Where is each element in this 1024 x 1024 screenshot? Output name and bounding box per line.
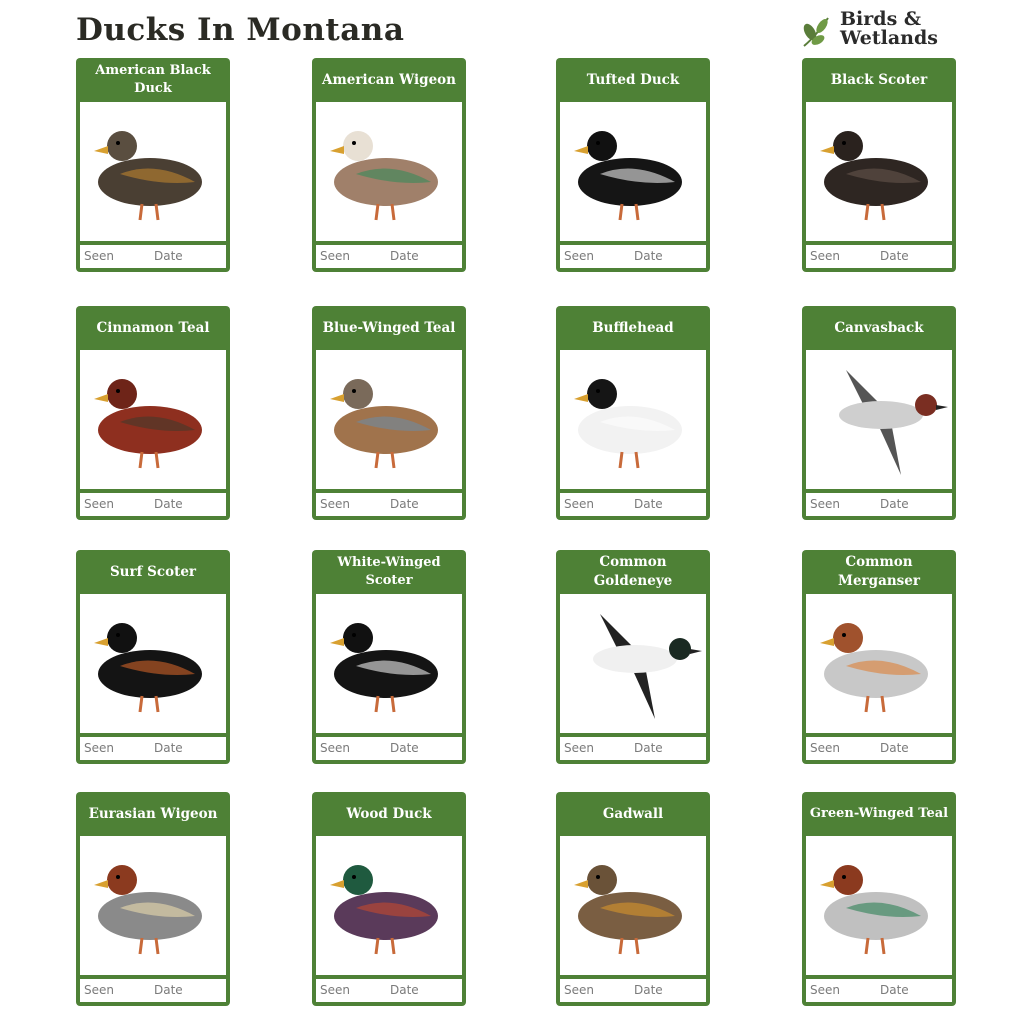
duck-card <box>312 306 466 520</box>
duck-name: Gadwall <box>602 805 664 822</box>
duck-photo <box>806 350 952 489</box>
page-title: Ducks In Montana <box>76 12 405 48</box>
duck-photo-frame <box>80 594 226 733</box>
duck-card <box>76 58 230 272</box>
duck-card <box>556 792 710 1006</box>
duck-name: Common Goldeneye <box>593 554 673 589</box>
duck-photo <box>80 594 226 733</box>
date-label: Date <box>880 741 909 755</box>
date-label: Date <box>154 249 183 263</box>
duck-photo <box>806 594 952 733</box>
date-label: Date <box>154 497 183 511</box>
duck-photo <box>80 102 226 241</box>
duck-card <box>802 550 956 764</box>
logo-line-2: Wetlands <box>840 27 938 49</box>
duck-name: American Black Duck <box>95 63 211 96</box>
seen-label: Seen <box>810 497 840 511</box>
duck-card <box>802 306 956 520</box>
card-footer <box>560 493 706 516</box>
card-footer <box>80 493 226 516</box>
duck-photo <box>560 836 706 975</box>
date-label: Date <box>390 983 419 997</box>
seen-label: Seen <box>564 249 594 263</box>
duck-card <box>312 550 466 764</box>
duck-name: Wood Duck <box>346 805 432 822</box>
seen-label: Seen <box>84 741 114 755</box>
duck-photo <box>80 350 226 489</box>
date-label: Date <box>634 497 663 511</box>
logo-line-1: Birds & <box>840 8 922 30</box>
seen-label: Seen <box>564 983 594 997</box>
date-label: Date <box>634 983 663 997</box>
card-footer <box>560 245 706 268</box>
duck-photo-frame <box>560 594 706 733</box>
date-label: Date <box>390 249 419 263</box>
duck-photo <box>316 102 462 241</box>
duck-card <box>556 58 710 272</box>
date-label: Date <box>154 741 183 755</box>
duck-card <box>802 58 956 272</box>
date-label: Date <box>880 249 909 263</box>
card-footer <box>560 979 706 1002</box>
duck-photo <box>560 594 706 733</box>
duck-photo-frame <box>80 350 226 489</box>
seen-label: Seen <box>320 497 350 511</box>
card-footer <box>80 737 226 760</box>
duck-photo-frame <box>806 836 952 975</box>
date-label: Date <box>880 497 909 511</box>
duck-photo <box>316 594 462 733</box>
duck-name: Bufflehead <box>592 319 674 336</box>
duck-photo-frame <box>316 102 462 241</box>
duck-name: Black Scoter <box>830 71 928 88</box>
seen-label: Seen <box>810 741 840 755</box>
card-footer <box>316 245 462 268</box>
duck-name: Green-Winged Teal <box>809 806 949 821</box>
duck-photo <box>316 350 462 489</box>
seen-label: Seen <box>84 249 114 263</box>
date-label: Date <box>390 741 419 755</box>
card-footer <box>316 979 462 1002</box>
card-footer <box>80 245 226 268</box>
duck-photo <box>806 836 952 975</box>
duck-card <box>76 792 230 1006</box>
seen-label: Seen <box>84 497 114 511</box>
card-footer <box>316 493 462 516</box>
duck-name: American Wigeon <box>322 71 456 88</box>
seen-label: Seen <box>320 741 350 755</box>
card-footer <box>806 245 952 268</box>
card-footer <box>806 979 952 1002</box>
seen-label: Seen <box>564 741 594 755</box>
seen-label: Seen <box>84 983 114 997</box>
card-footer <box>806 493 952 516</box>
seen-label: Seen <box>320 983 350 997</box>
duck-name: Canvasback <box>834 319 924 336</box>
duck-photo <box>560 102 706 241</box>
duck-photo-frame <box>80 102 226 241</box>
duck-photo-frame <box>806 102 952 241</box>
date-label: Date <box>634 249 663 263</box>
duck-photo-frame <box>806 350 952 489</box>
duck-photo <box>560 350 706 489</box>
duck-card <box>312 58 466 272</box>
duck-photo-frame <box>806 594 952 733</box>
duck-name: White-Winged Scoter <box>337 555 441 588</box>
duck-card <box>802 792 956 1006</box>
card-footer <box>806 737 952 760</box>
duck-name: Surf Scoter <box>109 563 197 580</box>
duck-photo-frame <box>560 836 706 975</box>
date-label: Date <box>390 497 419 511</box>
duck-card <box>312 792 466 1006</box>
date-label: Date <box>880 983 909 997</box>
duck-card <box>556 550 710 764</box>
duck-photo <box>316 836 462 975</box>
card-footer <box>80 979 226 1002</box>
duck-name: Blue-Winged Teal <box>322 319 456 336</box>
date-label: Date <box>634 741 663 755</box>
duck-photo-frame <box>316 836 462 975</box>
duck-card <box>76 550 230 764</box>
duck-photo <box>806 102 952 241</box>
duck-name: Tufted Duck <box>586 71 680 88</box>
duck-photo <box>80 836 226 975</box>
leaf-icon <box>798 12 838 52</box>
seen-label: Seen <box>810 983 840 997</box>
seen-label: Seen <box>320 249 350 263</box>
card-footer <box>560 737 706 760</box>
card-footer <box>316 737 462 760</box>
duck-photo-frame <box>316 594 462 733</box>
duck-card <box>76 306 230 520</box>
duck-name: Common Merganser <box>838 554 920 589</box>
duck-name: Eurasian Wigeon <box>88 805 218 822</box>
duck-photo-frame <box>80 836 226 975</box>
seen-label: Seen <box>564 497 594 511</box>
date-label: Date <box>154 983 183 997</box>
duck-photo-frame <box>316 350 462 489</box>
duck-card <box>556 306 710 520</box>
brand-logo <box>798 10 958 54</box>
duck-name: Cinnamon Teal <box>96 319 210 336</box>
duck-photo-frame <box>560 102 706 241</box>
seen-label: Seen <box>810 249 840 263</box>
duck-photo-frame <box>560 350 706 489</box>
